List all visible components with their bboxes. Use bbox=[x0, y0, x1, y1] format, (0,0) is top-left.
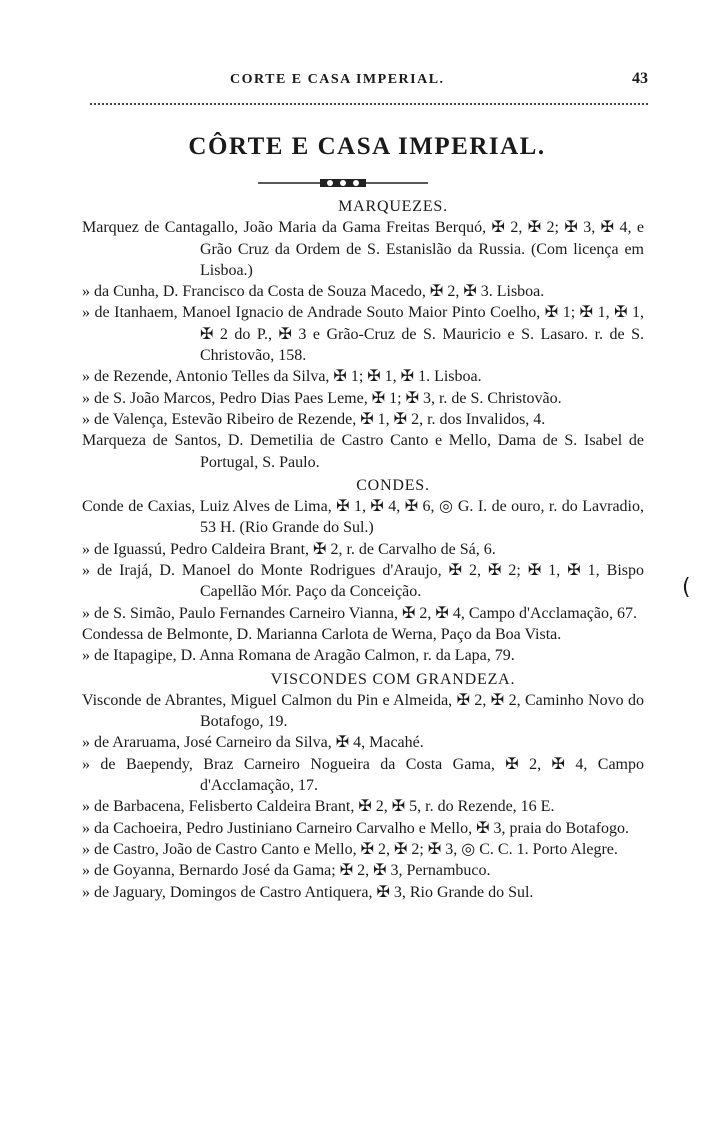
entry-conde-caxias: Conde de Caxias, Luiz Alves de Lima, ✠ 1, ✠ 4, ✠ 6, ◎ G. I. de ouro, r. do Lavradio, 53 H. (Rio Grande do Sul.) bbox=[82, 498, 644, 537]
entry-visconde-goyanna: » de Goyanna, Bernardo José da Gama; ✠ 2, ✠ 3, Pernambuco. bbox=[82, 862, 491, 880]
entry-marquez-rezende: » de Rezende, Antonio Telles da Silva, ✠ 1; ✠ 1, ✠ 1. Lisboa. bbox=[82, 368, 482, 386]
entry-conde-iguassu: » de Iguassú, Pedro Caldeira Brant, ✠ 2, r. de Carvalho de Sá, 6. bbox=[82, 540, 496, 558]
entry-condessa-belmonte: Condessa de Belmonte, D. Marianna Carlota de Werna, Paço da Boa Vista. bbox=[82, 625, 562, 643]
margin-bracket-icon: ( bbox=[682, 575, 691, 600]
entry-visconde-castro: » de Castro, João de Castro Canto e Mello, ✠ 2, ✠ 2; ✠ 3, ◎ C. C. 1. Porto Alegre. bbox=[82, 840, 618, 858]
directory-content bbox=[82, 194, 644, 903]
entry-visconde-cachoeira: » da Cachoeira, Pedro Justiniano Carneiro Carvalho e Mello, ✠ 3, praia do Botafogo. bbox=[82, 819, 630, 837]
section-heading-marquezes: MARQUEZES. bbox=[338, 198, 448, 215]
entry-visconde-barbacena: » de Barbacena, Felisberto Caldeira Brant, ✠ 2, ✠ 5, r. do Rezende, 16 E. bbox=[82, 798, 555, 816]
running-title: CORTE E CASA IMPERIAL. bbox=[230, 72, 445, 87]
entry-marquez-itanhaem: » de Itanhaem, Manoel Ignacio de Andrade Souto Maior Pinto Coelho, ✠ 1; ✠ 1, ✠ 1, ✠ 2 do P., ✠ 3 e Grão-Cruz de S. Mauricio e S. Lasaro. r. de S. Christovão, 158. bbox=[82, 304, 644, 365]
ornament-divider-icon bbox=[258, 177, 428, 189]
entry-condessa-itapagipe: » de Itapagipe, D. Anna Romana de Aragão Calmon, r. da Lapa, 79. bbox=[82, 647, 515, 665]
page-number: 43 bbox=[632, 70, 648, 87]
entry-marquez-valenca: » de Valença, Estevão Ribeiro de Rezende, ✠ 1, ✠ 2, r. dos Invalidos, 4. bbox=[82, 410, 546, 428]
header-rule bbox=[90, 103, 648, 105]
entry-visconde-jaguary: » de Jaguary, Domingos de Castro Antiquera, ✠ 3, Rio Grande do Sul. bbox=[82, 883, 534, 901]
page-title: CÔRTE E CASA IMPERIAL. bbox=[188, 133, 546, 160]
entry-visconde-baependy: » de Baependy, Braz Carneiro Nogueira da Costa Gama, ✠ 2, ✠ 4, Campo d'Acclamação, 17. bbox=[82, 755, 644, 795]
section-heading-condes: CONDES. bbox=[356, 476, 430, 494]
entry-visconde-araruama: » de Araruama, José Carneiro da Silva, ✠ 4, Macahé. bbox=[82, 734, 424, 752]
entry-marquez-cunha: » da Cunha, D. Francisco da Costa de Souza Macedo, ✠ 2, ✠ 3. Lisboa. bbox=[82, 283, 545, 301]
entry-visconde-abrantes: Visconde de Abrantes, Miguel Calmon du Pin e Almeida, ✠ 2, ✠ 2, Caminho Novo do Botafogo, 19. bbox=[82, 691, 644, 731]
entry-marquez-sjoao-marcos: » de S. João Marcos, Pedro Dias Paes Leme, ✠ 1; ✠ 3, r. de S. Christovão. bbox=[82, 389, 562, 407]
entry-conde-iraja: » de Irajá, D. Manoel do Monte Rodrigues d'Araujo, ✠ 2, ✠ 2; ✠ 1, ✠ 1, Bispo Capellão Mór. Paço da Conceição. bbox=[82, 562, 644, 601]
entry-marqueza-santos: Marqueza de Santos, D. Demetilia de Castro Canto e Mello, Dama de S. Isabel de Portugal, S. Paulo. bbox=[82, 432, 644, 471]
section-heading-viscondes: VISCONDES COM GRANDEZA. bbox=[270, 670, 516, 688]
entry-conde-ssimao: » de S. Simão, Paulo Fernandes Carneiro Vianna, ✠ 2, ✠ 4, Campo d'Acclamação, 67. bbox=[82, 604, 637, 622]
running-header bbox=[90, 72, 648, 96]
entry-marquez-cantagallo: Marquez de Cantagallo, João Maria da Gama Freitas Berquó, ✠ 2, ✠ 2; ✠ 3, ✠ 4, e Grão Cruz da Ordem de S. Estanislão da Russia. (Com licença em Lisboa.) bbox=[82, 219, 644, 279]
